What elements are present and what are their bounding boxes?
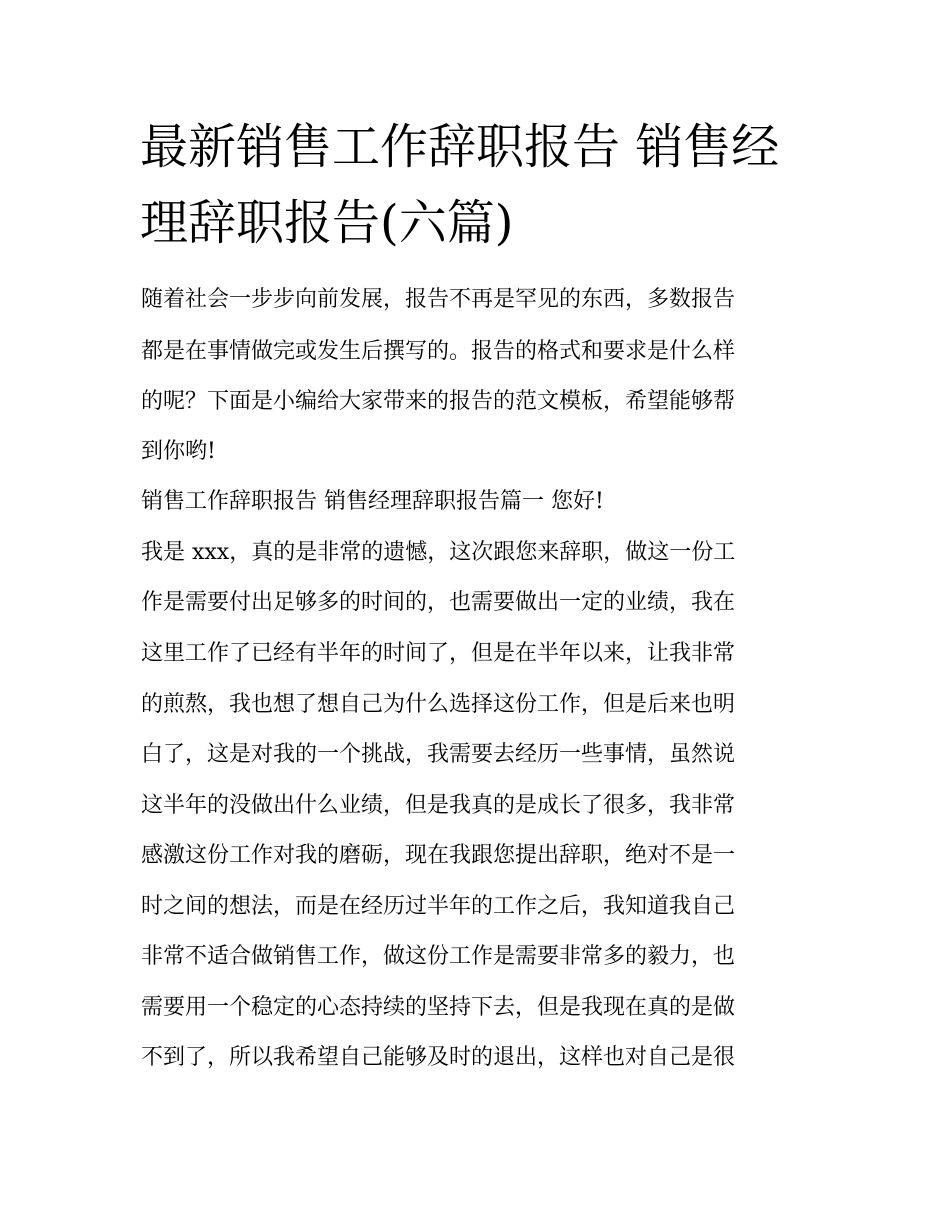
body-line: 的呢？下面是小编给大家带来的报告的范文模板，希望能够帮	[141, 389, 736, 414]
body-line: 随着社会一步步向前发展，报告不再是罕见的东西，多数报告	[141, 287, 736, 312]
body-line: 白了，这是对我的一个挑战，我需要去经历一些事情，虽然说	[141, 742, 736, 767]
document-title-line-1: 最新销售工作辞职报告 销售经	[140, 119, 780, 175]
document-title-line-2: 理辞职报告(六篇)	[140, 195, 514, 251]
body-line: 都是在事情做完或发生后撰写的。报告的格式和要求是什么样	[141, 339, 736, 364]
section-heading: 销售工作辞职报告 销售经理辞职报告篇一 您好!	[141, 489, 604, 514]
body-line: 非常不适合做销售工作，做这份工作是需要非常多的毅力，也	[141, 944, 736, 969]
body-line: 这里工作了已经有半年的时间了，但是在半年以来，让我非常	[141, 641, 736, 666]
body-line: 到你哟!	[141, 439, 216, 464]
body-line: 感激这份工作对我的磨砺，现在我跟您提出辞职，绝对不是一	[141, 843, 736, 868]
body-line: 这半年的没做出什么业绩，但是我真的是成长了很多，我非常	[141, 793, 736, 818]
body-line: 时之间的想法，而是在经历过半年的工作之后，我知道我自己	[141, 894, 736, 919]
body-line: 我是 xxx，真的是非常的遗憾，这次跟您来辞职，做这一份工	[141, 540, 736, 565]
body-line: 不到了，所以我希望自己能够及时的退出，这样也对自己是很	[141, 1045, 736, 1070]
body-line: 作是需要付出足够多的时间的，也需要做出一定的业绩，我在	[141, 590, 736, 615]
body-line: 需要用一个稳定的心态持续的坚持下去，但是我现在真的是做	[141, 995, 736, 1020]
body-line: 的煎熬，我也想了想自己为什么选择这份工作，但是后来也明	[141, 692, 736, 717]
